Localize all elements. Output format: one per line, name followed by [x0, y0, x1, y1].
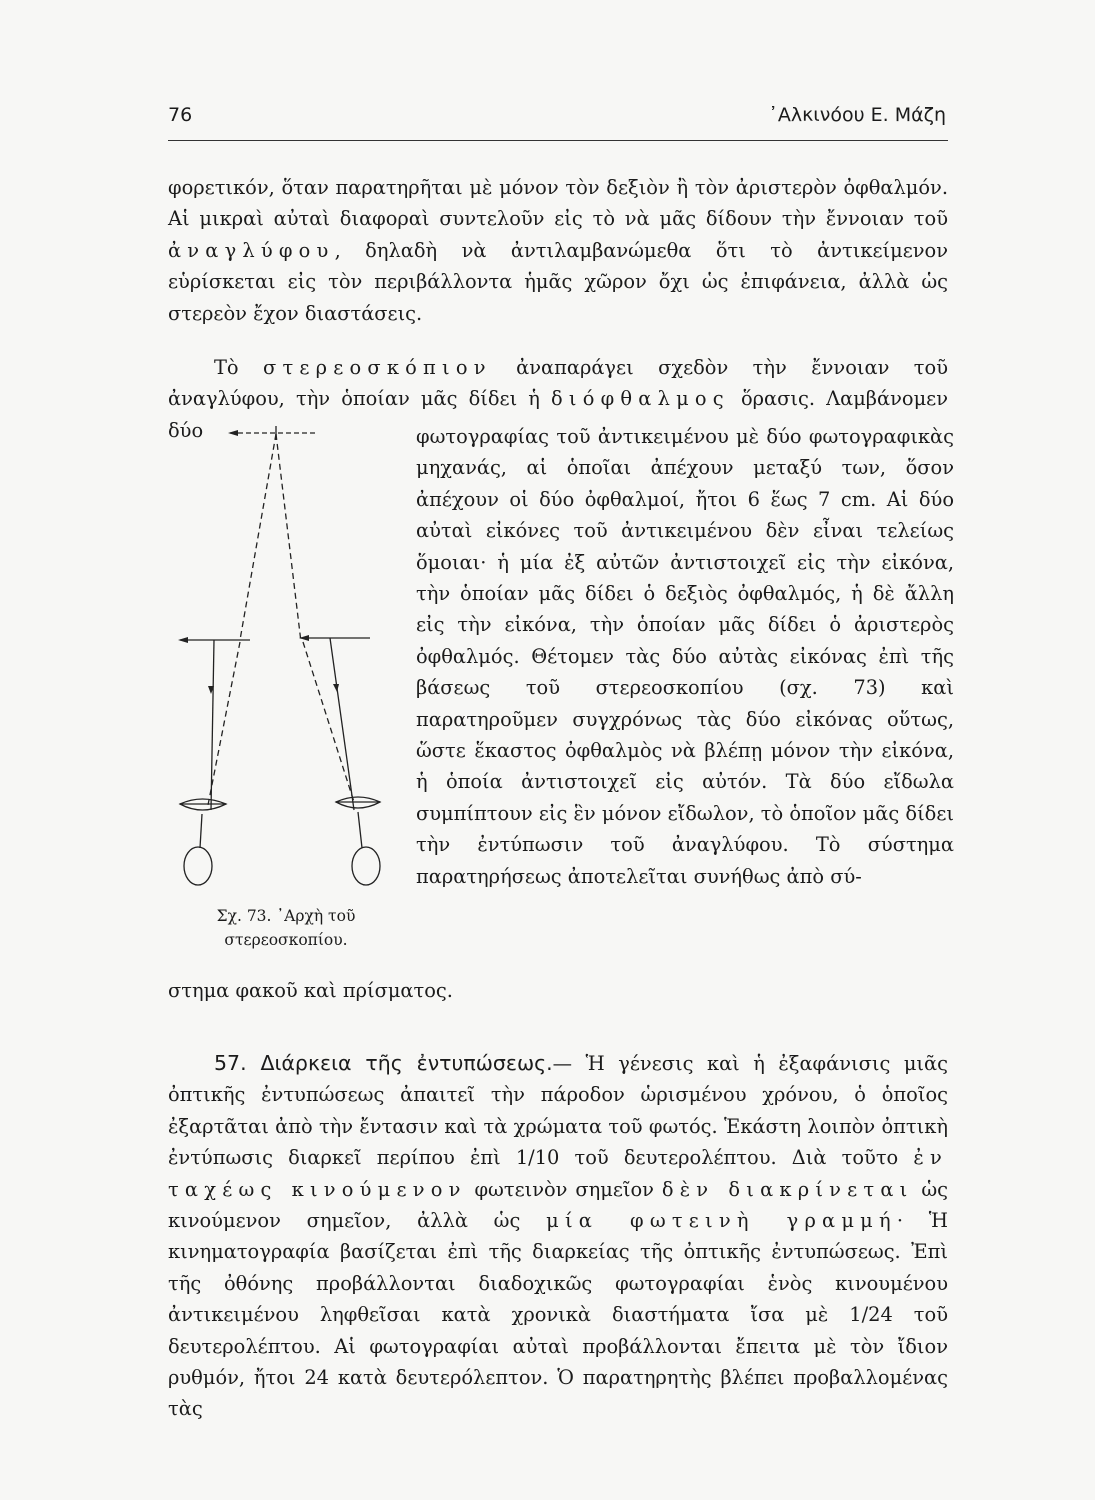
s57-text-a: — Ἡ γένεσις καὶ ἡ ἐξαφάνισις μιᾶς ὀπτικῆς ἐντυπώσεως ἀπαιτεῖ τὴν πάροδον ὡρισμένου χρόνου, ὁ ὁποῖος ἐξαρτᾶται ἀπὸ τὴν ἔντασιν καὶ τὰ χρώματα τοῦ φωτός. Ἑκάστη λοιπὸν ὀπτικὴ ἐντύπωσις διαρκεῖ περίπου ἐπὶ 1/10 τοῦ δευτερολέπτου. Διὰ τοῦτο [168, 1052, 948, 1170]
p2-text-a: Τὸ [214, 356, 264, 379]
page-number: 76 [168, 104, 193, 126]
s57-text-d: · Ἡ κινηματογραφία βασίζεται ἐπὶ τῆς διαρκείας τῆς ὀπτικῆς ἐντυπώσεως. Ἐπὶ τῆς ὀθόνης προβάλλονται διαδοχικῶς φωτογραφίαι ἑνὸς κινουμένου ἀντικειμένου ληφθεῖσαι κατὰ χρονικὰ διαστήματα ἴσα μὲ 1/24 τοῦ δευτερολέπτου. Αἱ φωτογραφίαι αὐταὶ προβάλλονται ἔπειτα μὲ τὸν ἴδιον ρυθμόν, ἤτοι 24 κατὰ δευτερόλεπτον. Ὁ παρατηρητὴς βλέπει προβαλλομένας τὰς [168, 1209, 948, 1421]
s57-spaced-1: ἐν ταχέως κινούμενον [168, 1146, 948, 1201]
caption-line-1: Σχ. 73. ᾿Αρχὴ τοῦ [216, 907, 356, 925]
p2-spaced-term-2: διόφθαλμος [551, 387, 730, 411]
eye-stalk-right [358, 812, 362, 848]
beam-right [330, 638, 354, 810]
p1-spaced-term: ἀναγλύφου [168, 238, 335, 262]
p2-spaced-term-1: στερεοσκόπιον [263, 356, 492, 379]
eye-right-icon [352, 847, 380, 885]
arrow-head-icon [228, 430, 238, 436]
eye-stalk-left [200, 814, 202, 848]
p1-text-b: , δηλαδὴ νὰ ἀντιλαμβανώμεθα ὅτι τὸ ἀντικείμενον εὑρίσκεται εἰς τὸν περιβάλλοντα ἡμᾶς χῶρον ὄχι ὡς ἐπιφάνεια, ἀλλὰ ὡς στερεὸν ἔχον διαστάσεις. [168, 238, 948, 325]
stereoscope-diagram [168, 420, 404, 900]
ray-left [240, 434, 276, 640]
p2-text-b: ἀναπαράγει σχεδὸν τὴν ἔννοιαν τοῦ ἀναγλύφου, τὴν ὁποίαν μᾶς δίδει ἡ [168, 356, 948, 411]
wrapped-text: φωτογραφίας τοῦ ἀντικειμένου μὲ δύο φωτογραφικὰς μηχανάς, αἱ ὁποῖαι ἀπέχουν μεταξύ των, ὅσον ἀπέχουν οἱ δύο ὀφθαλμοί, ἤτοι 6 ἕως 7 cm. Αἱ δύο αὐταὶ εἰκόνες τοῦ ἀντικειμένου δὲν εἶναι τελείως ὅμοιαι· ἡ μία ἐξ αὐτῶν ἀντιστοιχεῖ εἰς τὴν εἰκόνα, τὴν ὁποίαν μᾶς δίδει ὁ δεξιὸς ὀφθαλμός, ἡ δὲ ἄλλη εἰς τὴν εἰκόνα, τὴν ὁποίαν μᾶς δίδει ὁ ἀριστερὸς ὀφθαλμός. Θέτομεν τὰς δύο αὐτὰς εἰκόνας ἐπὶ τῆς βάσεως τοῦ στερεοσκοπίου (σχ. 73) καὶ παρατηροῦμεν συγχρόνως τὰς δύο εἰκόνας οὕτως, ὥστε ἕκαστος ὀφθαλμὸς νὰ βλέπῃ μόνον τὴν εἰκόνα, ἡ ὁποία ἀντιστοιχεῖ εἰς αὐτόν. Τὰ δύο εἴδωλα συμπίπτουν εἰς ἓν μόνον εἴδωλον, τὸ ὁποῖον μᾶς δίδει τὴν ἐντύπωσιν τοῦ ἀναγλύφου. Τὸ σύστημα παρατηρήσεως ἀποτελεῖται συνήθως ἀπὸ σύ- [416, 425, 954, 888]
end-text: στημα φακοῦ καὶ πρίσματος. [168, 979, 453, 1002]
page-header [168, 100, 948, 141]
figure-73 [168, 420, 404, 960]
s57-spaced-3: μία φωτεινὴ γραμμή [546, 1209, 897, 1233]
p2-text-c: ὅρασις. Λαμβάνομεν δύο [168, 387, 949, 442]
s57-spaced-2: δὲν διακρίνεται [661, 1177, 914, 1201]
eye-left-icon [184, 847, 212, 885]
s57-text-c: ὡς κινούμενον σημεῖον, ἀλλὰ ὡς [168, 1177, 948, 1233]
ray-right [276, 434, 301, 642]
paragraph-1 [168, 172, 948, 329]
beam-right-arrow-icon [333, 684, 339, 692]
caption-line-2: στερεοσκοπίου. [224, 931, 348, 949]
virtual-ray-right [303, 642, 354, 802]
s57-text-b: φωτεινὸν σημεῖον [466, 1177, 662, 1201]
figure-caption [168, 904, 404, 952]
running-head: ᾿Αλκινόου Ε. Μάζη [768, 104, 946, 126]
paragraph-end [168, 975, 948, 1006]
p1-text-a: φορετικόν, ὅταν παρατηρῆται μὲ μόνον τὸν δεξιὸν ἢ τὸν ἀριστερὸν ὀφθαλμόν. Αἱ μικραὶ αὐταὶ διαφοραὶ συντελοῦν εἰς τὸ νὰ μᾶς δίδουν τὴν ἔννοιαν τοῦ [168, 176, 948, 231]
wrapped-paragraph [416, 421, 954, 892]
section-title: 57. Διάρκεια τῆς ἐντυπώσεως. [214, 1051, 553, 1075]
section-57 [168, 1048, 948, 1425]
arrow-left-icon [178, 637, 188, 643]
